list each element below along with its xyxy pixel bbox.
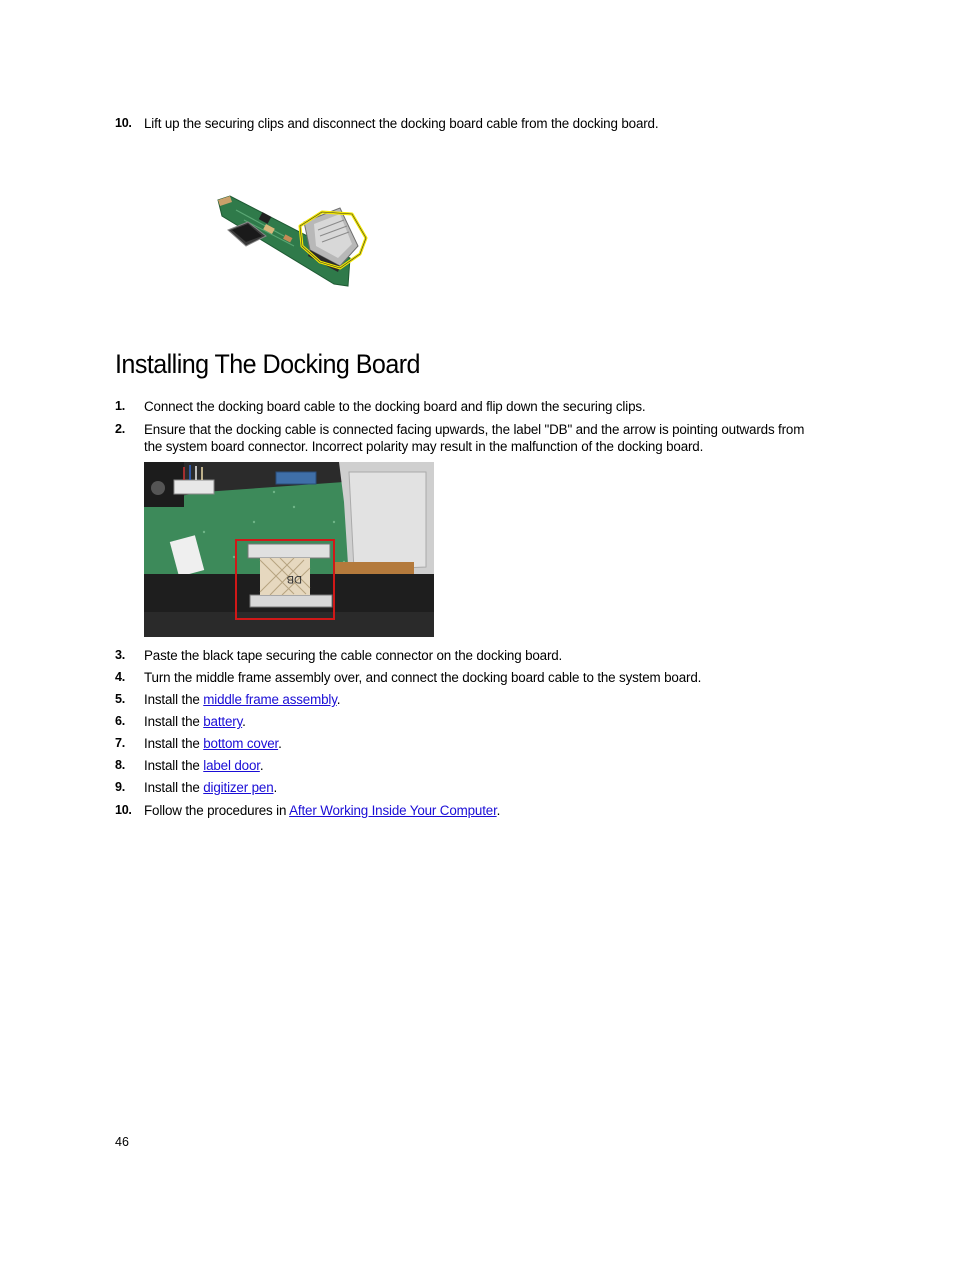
step-text: Turn the middle frame assembly over, and connect the docking board cable to the system board. — [144, 670, 702, 685]
step-text: Ensure that the docking cable is connected facing upwards, the label "DB" and the arrow is pointing outwards from the system board connector. Incorrect polarity may result in the malfunction of the docking board. — [144, 422, 805, 454]
step-text-post: . — [278, 736, 282, 751]
step-text-pre: Install the — [144, 692, 204, 707]
docking-board-image — [144, 150, 434, 335]
step-text-pre: Install the — [144, 780, 204, 795]
step-number: 3. — [115, 648, 125, 662]
step-number: 10. — [115, 803, 132, 817]
step-text: Paste the black tape securing the cable connector on the docking board. — [144, 648, 563, 663]
step-text — [144, 779, 814, 796]
step-text — [144, 802, 814, 819]
link-after-working-inside[interactable]: After Working Inside Your Computer — [289, 803, 497, 818]
cable-label: DB — [286, 573, 302, 585]
step-text: Lift up the securing clips and disconnect the docking board cable from the docking board. — [144, 116, 659, 131]
link-middle-frame-assembly[interactable]: middle frame assembly — [203, 692, 337, 707]
step-text-post: . — [242, 714, 246, 729]
step-text: Connect the docking board cable to the docking board and flip down the securing clips. — [144, 399, 646, 414]
step-text — [144, 735, 814, 752]
step-number: 5. — [115, 692, 125, 706]
step-number: 6. — [115, 714, 125, 728]
step-text-post: . — [496, 803, 501, 818]
step-text-post: . — [259, 758, 264, 773]
step-text-post: . — [273, 780, 278, 795]
step-text-pre: Install the — [144, 736, 204, 751]
link-label-door[interactable]: label door — [203, 758, 260, 773]
step-text-post: . — [336, 692, 341, 707]
step-number: 10. — [115, 116, 132, 130]
link-digitizer-pen[interactable]: digitizer pen — [203, 780, 274, 795]
section-heading: Installing The Docking Board — [115, 349, 420, 379]
step-number: 1. — [115, 399, 125, 413]
step-number: 8. — [115, 758, 125, 772]
step-number: 2. — [115, 422, 125, 436]
step-text — [144, 713, 814, 730]
step-number: 7. — [115, 736, 125, 750]
link-bottom-cover[interactable]: bottom cover — [203, 736, 279, 751]
step-text — [144, 691, 814, 708]
step-text-pre: Install the — [144, 714, 204, 729]
page-number: 46 — [115, 1135, 129, 1149]
step-text — [144, 757, 814, 774]
step-text-pre: Follow the procedures in — [144, 803, 290, 818]
link-battery[interactable]: battery — [203, 714, 243, 729]
step-text-pre: Install the — [144, 758, 204, 773]
step-number: 4. — [115, 670, 125, 684]
step-number: 9. — [115, 780, 125, 794]
system-board-connector-image — [144, 462, 434, 642]
